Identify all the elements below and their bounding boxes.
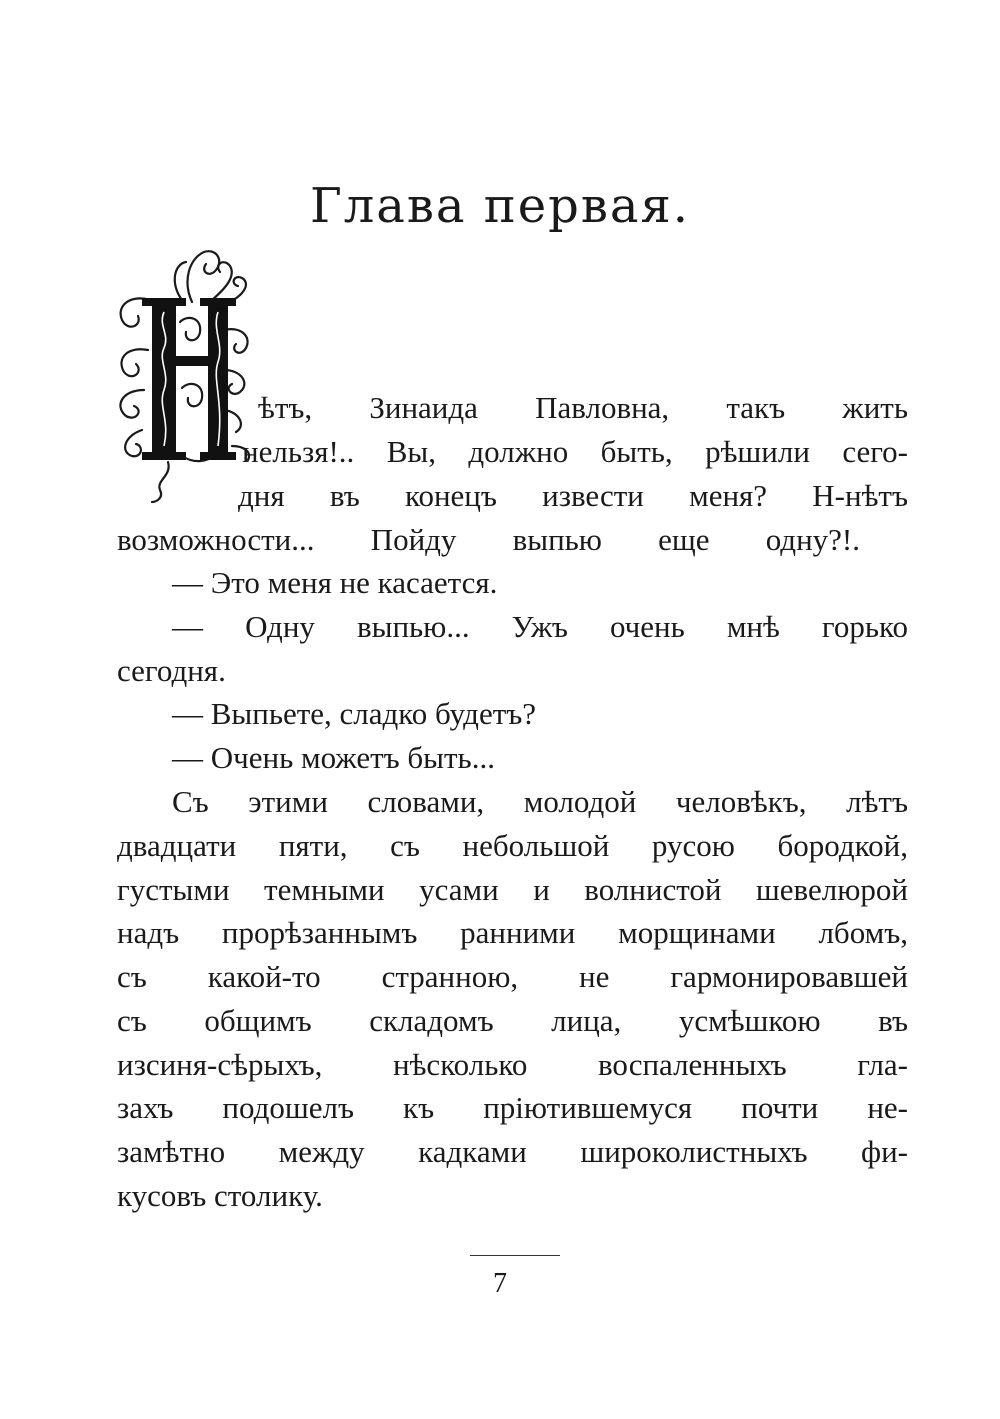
text-line: двадцати пяти, съ небольшой русою бородкой,	[117, 828, 908, 863]
text-line: ѣтъ, Зинаида Павловна, такъ жить	[258, 390, 908, 425]
text-line: съ общимъ складомъ лица, усмѣшкою въ	[117, 1003, 908, 1038]
text-line: изсиня-сѣрыхъ, нѣсколько воспаленныхъ гла-	[117, 1047, 908, 1082]
text-line: дня въ конецъ извести меня? Н-нѣтъ	[238, 478, 908, 513]
text-line: — Очень можетъ быть...	[172, 740, 495, 775]
text-line: кусовъ столику.	[117, 1178, 323, 1213]
text-line: надъ прорѣзаннымъ ранними морщинами лбомъ,	[117, 915, 908, 950]
text-line: густыми темными усами и волнистой шевелюрой	[117, 872, 908, 907]
text-line: сегодня.	[117, 653, 226, 688]
chapter-title: Глава первая.	[309, 178, 691, 234]
text-line: возможности... Пойду выпью еще одну?!.	[117, 522, 860, 557]
text-line: — Одну выпью... Ужъ очень мнѣ горько	[172, 609, 908, 644]
text-line: нельзя!.. Вы, должно быть, рѣшили сего-	[242, 434, 908, 469]
text-line: съ какой-то странною, не гармонировавшей	[117, 959, 908, 994]
text-line: замѣтно между кадками широколистныхъ фи-	[117, 1134, 908, 1169]
text-line: — Это меня не касается.	[172, 565, 498, 600]
ornamental-drop-cap	[112, 240, 262, 505]
text-line: захъ подошелъ къ пріютившемуся почти не-	[117, 1090, 908, 1125]
drop-cap-letter: Н	[187, 390, 188, 391]
footer-rule	[470, 1255, 560, 1256]
text-line: Съ этими словами, молодой человѣкъ, лѣтъ	[172, 784, 908, 819]
page-number: 7	[493, 1268, 507, 1299]
text-line: — Выпьете, сладко будетъ?	[172, 696, 537, 731]
